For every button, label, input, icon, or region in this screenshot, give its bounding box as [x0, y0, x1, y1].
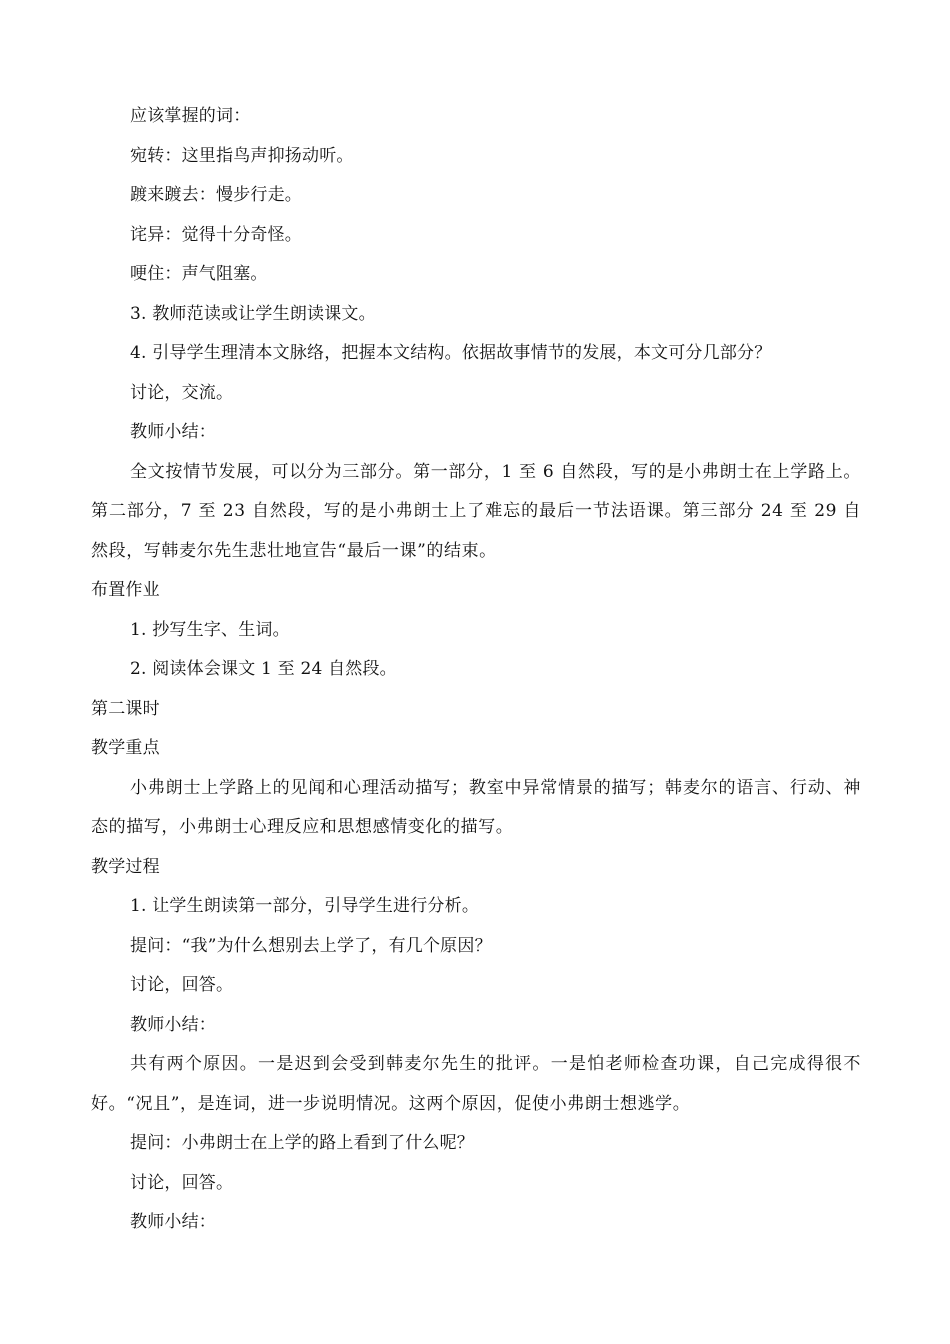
text-line: 讨论，回答。: [130, 1172, 234, 1193]
text-line: 讨论，交流。: [130, 382, 234, 403]
text-line: 教师小结：: [130, 422, 216, 442]
text-line: 3. 教师范读或让学生朗读课文。: [130, 303, 376, 324]
text-line: 诧异：觉得十分奇怪。: [130, 224, 302, 245]
text-line: 提问：小弗朗士在上学的路上看到了什么呢？: [130, 1133, 474, 1153]
text-line: 哽住：声气阻塞。: [130, 264, 268, 284]
text-line: 提问：“我”为什么想别去上学了，有几个原因？: [130, 935, 492, 956]
text-line: 2. 阅读体会课文 1 至 24 自然段。: [130, 659, 397, 679]
text-line: 讨论，回答。: [130, 975, 234, 995]
paragraph: 小弗朗士上学路上的见闻和心理活动描写；教室中异常情景的描写；韩麦尔的语言、行动、神态的描写，小弗朗士心理反应和思想感情变化的描写。: [91, 777, 861, 837]
section-heading: 教学过程: [91, 856, 160, 877]
text-line: 1. 让学生朗读第一部分，引导学生进行分析。: [130, 896, 480, 916]
text-line: 应该掌握的词：: [130, 106, 251, 126]
document-body: [91, 97, 861, 1243]
paragraph: 全文按情节发展，可以分为三部分。第一部分，1 至 6 自然段，写的是小弗朗士在上学路上。第二部分，7 至 23 自然段，写的是小弗朗士上了难忘的最后一节法语课。第三部分 24 至 29 自然段，写韩麦尔先生悲壮地宣告“最后一课”的结束。: [91, 461, 861, 561]
text-line: 踱来踱去：慢步行走。: [130, 185, 302, 205]
section-heading: 第二课时: [91, 698, 160, 719]
text-line: 4. 引导学生理清本文脉络，把握本文结构。依据故事情节的发展，本文可分几部分？: [130, 343, 772, 363]
text-line: 1. 抄写生字、生词。: [130, 619, 290, 640]
text-line: 宛转：这里指鸟声抑扬动听。: [130, 145, 354, 166]
section-heading: 教学重点: [91, 738, 160, 758]
text-line: 教师小结：: [130, 1014, 216, 1035]
paragraph: 共有两个原因。一是迟到会受到韩麦尔先生的批评。一是怕老师检查功课，自己完成得很不好。“况且”，是连词，进一步说明情况。这两个原因，促使小弗朗士想逃学。: [91, 1054, 861, 1114]
text-line: 教师小结：: [130, 1212, 216, 1232]
section-heading: 布置作业: [91, 580, 160, 600]
